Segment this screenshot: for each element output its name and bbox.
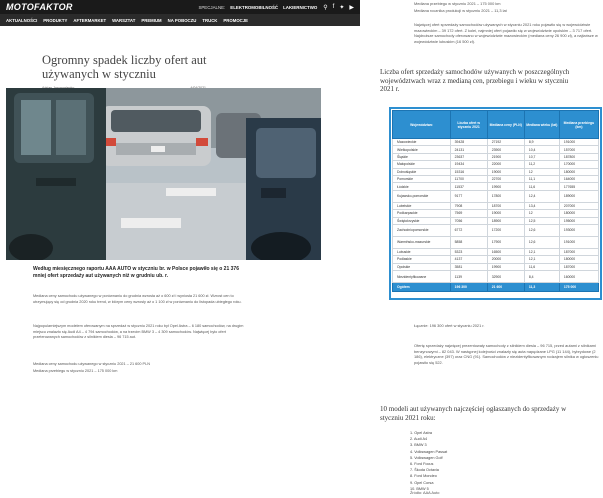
table-cell: 20000 [487, 256, 524, 263]
table-cell: 3581 [450, 263, 487, 270]
table-cell: Podkarpackie [393, 210, 451, 217]
table-cell: 18900 [487, 217, 524, 224]
model-item: 1. Opel Astra [410, 431, 432, 435]
table-row [393, 175, 599, 182]
table-cell: Wielkopolskie [393, 146, 451, 153]
table-cell: Zachodniopomorskie [393, 224, 451, 236]
table-cell: 11,6 [524, 263, 559, 270]
article-title: Ogromny spadek liczby ofert aut używanych w styczniu [42, 53, 207, 81]
table-cell: 17800 [487, 190, 524, 202]
table-cell: 195000 [559, 217, 598, 224]
table-cell: Pomorskie [393, 175, 451, 182]
table-cell: 12,4 [524, 190, 559, 202]
table-cell: Małopolskie [393, 161, 451, 168]
table-cell: 180000 [559, 256, 598, 263]
nav-item[interactable]: PREMIUM [141, 17, 162, 23]
table-header-row [393, 111, 599, 139]
table-header: Liczba ofert w styczniu 2021 [450, 111, 487, 139]
table-footer-cell: 196 300 [450, 283, 487, 292]
article-paragraph: Mediana ceny samochodu używanego w styczniu 2021 – 21 600 PLN [33, 362, 150, 366]
table-cell: 32900 [487, 271, 524, 283]
table-row [393, 256, 599, 263]
total-summary: Łącznie: 196 300 ofert w styczniu 2021 r. [414, 323, 485, 328]
table-row [393, 248, 599, 255]
table-cell: 187800 [559, 153, 598, 160]
nav-item[interactable]: PROMOCJE [223, 17, 249, 23]
table-row [393, 224, 599, 236]
table-cell: Kujawsko-pomorskie [393, 190, 451, 202]
table-cell: 19434 [450, 161, 487, 168]
main-nav [0, 14, 360, 26]
table-cell: 21900 [487, 153, 524, 160]
table-row [393, 271, 599, 283]
article-paragraph: Mediana ceny samochodu używanego w porównaniu do grudnia wzrosła aż o 600 zł i wyniosła 21 600 zł. Wzrost cen to utrzymujący się od grudnia 2020 roku trend, w którym ceny wzrosły aż o 1 100 zł w porównaniu do listopada ubiegłego roku. [33, 294, 242, 304]
table-cell: 17200 [487, 224, 524, 236]
table-cell: 160000 [559, 271, 598, 283]
model-item: 9. Opel Corsa [410, 480, 434, 485]
table-row [393, 168, 599, 175]
table-row [393, 183, 599, 190]
stat-line: Mediana rocznika produkcji w styczniu 2021 – 11,3 lat [414, 8, 507, 13]
table-cell: 11,1 [524, 175, 559, 182]
nav-item[interactable]: PRODUKTY [43, 17, 68, 23]
table-cell: 170000 [559, 161, 598, 168]
table-cell: 193000 [559, 224, 598, 236]
table-cell: Dolnośląskie [393, 168, 451, 175]
table-cell: 10,4 [524, 146, 559, 153]
table-cell: Śląskie [393, 153, 451, 160]
search-icon[interactable]: ⚲ [323, 4, 328, 11]
table-cell: 39428 [450, 139, 487, 146]
special-item[interactable]: LAKIERNICTWO [283, 4, 318, 10]
nav-item[interactable]: AFTERMARKET [73, 17, 107, 23]
table-cell: 23900 [487, 146, 524, 153]
models-heading: 10 modeli aut używanych najczęściej ogłaszanych do sprzedaży w styczniu 2021 roku: [380, 405, 567, 422]
model-item: 2. Audi A4 [410, 437, 428, 442]
table-cell: 7908 [450, 202, 487, 209]
table-cell: 189000 [559, 190, 598, 202]
table-cell: 16500 [487, 248, 524, 255]
table-row [393, 161, 599, 168]
model-item: 3. BMW 3 [410, 443, 427, 448]
facebook-icon[interactable]: f [332, 3, 335, 10]
table-cell: Lubelskie [393, 202, 451, 209]
table-footer-cell: 11,3 [524, 283, 559, 292]
table-cell: 18700 [487, 202, 524, 209]
stat-line: Mediana przebiegu w styczniu 2021 – 175 000 km [414, 1, 501, 6]
nav-item[interactable]: AKTUALNOŚCI [6, 17, 38, 23]
table-row [393, 153, 599, 160]
model-item: 7. Škoda Octavia [410, 468, 439, 473]
table-cell: 4137 [450, 256, 487, 263]
special-label: SPECJALNE: [198, 4, 226, 10]
table-cell: 12 [524, 210, 559, 217]
table-header: Mediana wieku (lat) [524, 111, 559, 139]
table-cell: 11,2 [524, 161, 559, 168]
table-cell: 11,6 [524, 183, 559, 190]
table-cell: 12,6 [524, 236, 559, 248]
table-cell: Niezidentyfikowane [393, 271, 451, 283]
table-cell: 12,5 [524, 217, 559, 224]
special-menu [198, 5, 317, 10]
table-header: Województwo [393, 111, 451, 139]
table-cell: 157000 [559, 146, 598, 153]
table-cell: 17900 [487, 236, 524, 248]
table-header: Mediana ceny (PLN) [487, 111, 524, 139]
table-row [393, 146, 599, 153]
table-cell: 207000 [559, 202, 598, 209]
table-cell: 8,9 [524, 139, 559, 146]
model-item: 4. Volkswagen Passat [410, 449, 448, 454]
fuel-paragraph: Ofertę sprzedaży najwięcej prezentowały samochody z silnikiem diesla – 96 715, przed autami z silnikami benzynowymi – 82 043. W następnej kolejności znalazły się auta napędzane LPG (11 144), hybrydowe (2 186), elektryczne (397) oraz CNG (91). Samochodów z niezidentyfikowanym rodzajem silnika w ogłoszeniu pojawiło się 522. [414, 343, 599, 365]
table-cell: 15316 [450, 168, 487, 175]
table-row [393, 217, 599, 224]
table-body [393, 139, 599, 292]
models-list [410, 430, 530, 492]
table-cell: Lubuskie [393, 248, 451, 255]
article-paragraph: Mediana przebiegu w styczniu 2021 – 175 000 km [33, 369, 118, 373]
model-item: 6. Ford Focus [410, 462, 434, 467]
table-cell: 7056 [450, 217, 487, 224]
table-cell: Łódzkie [393, 183, 451, 190]
table-row [393, 202, 599, 209]
table-row [393, 263, 599, 270]
table-row [393, 210, 599, 217]
table-cell: 19000 [487, 168, 524, 175]
table-cell: 180000 [559, 210, 598, 217]
model-item: 5. Volkswagen Golf [410, 455, 443, 460]
table-row [393, 236, 599, 248]
youtube-icon[interactable]: ▶ [349, 4, 354, 11]
table-cell: 12,6 [524, 224, 559, 236]
table-cell: 9177 [450, 190, 487, 202]
table-cell: 187000 [559, 263, 598, 270]
table-footer-cell: Ogółem [393, 283, 451, 292]
table-row [393, 139, 599, 146]
social-icons [323, 4, 354, 11]
nav-item[interactable]: NA POBOCZU [167, 17, 197, 23]
table-cell: 191000 [559, 139, 598, 146]
table-cell: 23637 [450, 153, 487, 160]
region-paragraph: Najwięcej ofert sprzedaży samochodów używanych w styczniu 2021 roku pojawiło się w województwie mazowieckim – 39 172 ofert. Z kolei, najmniej ofert pojawiło się w województwie opolskim – 3 717 ofert. Najdroższe samochody oferowano w województwie mazowieckim (mediana ceny 26 900 zł), a najtańsze w województwie lubuskim (16 500 zł). [414, 22, 598, 44]
table-heading: Liczba ofert sprzedaży samochodów używanych w poszczególnych województwach wraz z medianą cen, przebiegu i wieku w styczniu 2021 r. [380, 68, 570, 94]
table-cell: 11700 [450, 175, 487, 182]
table-footer-row [393, 283, 599, 292]
table-cell: 19900 [487, 183, 524, 190]
table-cell: 5323 [450, 248, 487, 255]
article-continuation [369, 0, 603, 498]
table-cell: 6772 [450, 224, 487, 236]
table-cell: 191000 [559, 236, 598, 248]
table-header: Mediana przebiegu (km) [559, 111, 598, 139]
top-bar [0, 0, 360, 14]
table-footer-cell: 175 000 [559, 283, 598, 292]
table-cell: 19000 [487, 210, 524, 217]
table-cell: 8,4 [524, 271, 559, 283]
nav-item[interactable]: WARSZTAT [112, 17, 136, 23]
table-cell: 1139 [450, 271, 487, 283]
model-item: 10. BMW 5 [410, 486, 429, 491]
table-cell: Świętokrzyskie [393, 217, 451, 224]
source-line: Źródło: AAA Auto [410, 490, 440, 495]
table-cell: Opolskie [393, 263, 451, 270]
table-cell: 187000 [559, 248, 598, 255]
table-cell: 177655 [559, 183, 598, 190]
table-cell: 24131 [450, 146, 487, 153]
table-cell: 12 [524, 168, 559, 175]
table-cell: 12,1 [524, 256, 559, 263]
table-footer-cell: 21 600 [487, 283, 524, 292]
table-cell: 7569 [450, 210, 487, 217]
article-paragraph: Najpopularniejszym modelem oferowanym na sprzedaż w styczniu 2021 roku był Opel Astra – 6 180 samochodów, na drugim miejscu znalazło się Audi A4 – 4 794 samochodów, a na trzecim BMW 3 – 4 309 samochodów. Najwięcej było ofert przeterowanych samochodów z silnikiem diesla – 96 715 aut. [33, 324, 244, 340]
table-cell: 22700 [487, 175, 524, 182]
table-cell: 10,7 [524, 153, 559, 160]
model-item: 8. Ford Mondeo [410, 474, 437, 479]
table-cell: 12,1 [524, 248, 559, 255]
table-cell: Podlaskie [393, 256, 451, 263]
table-cell: 5858 [450, 236, 487, 248]
table-cell: Mazowieckie [393, 139, 451, 146]
table-cell: 164000 [559, 175, 598, 182]
table-cell: 19900 [487, 263, 524, 270]
site-logo[interactable]: MOTOFAKTOR [6, 2, 73, 12]
article-photo [6, 88, 321, 260]
article-lead: Według miesięcznego raportu AAA AUTO w styczniu br. w Polsce pojawiło się o 21 376 mniej ofert sprzedaży aut używanych niż w grudniu ub. r. [33, 266, 239, 279]
table-cell: 11537 [450, 183, 487, 190]
table-cell: Warmińsko-mazurskie [393, 236, 451, 248]
table-cell: 180000 [559, 168, 598, 175]
twitter-icon[interactable]: ✦ [339, 4, 345, 11]
table-row [393, 190, 599, 202]
special-item[interactable]: ELEKTROMOBILNOŚĆ [230, 4, 279, 10]
offers-table [392, 110, 599, 292]
parking-lot-photo [6, 88, 321, 260]
table-cell: 13,4 [524, 202, 559, 209]
table-cell: 27192 [487, 139, 524, 146]
table-cell: 22000 [487, 161, 524, 168]
nav-item[interactable]: TRUCK [202, 17, 218, 23]
